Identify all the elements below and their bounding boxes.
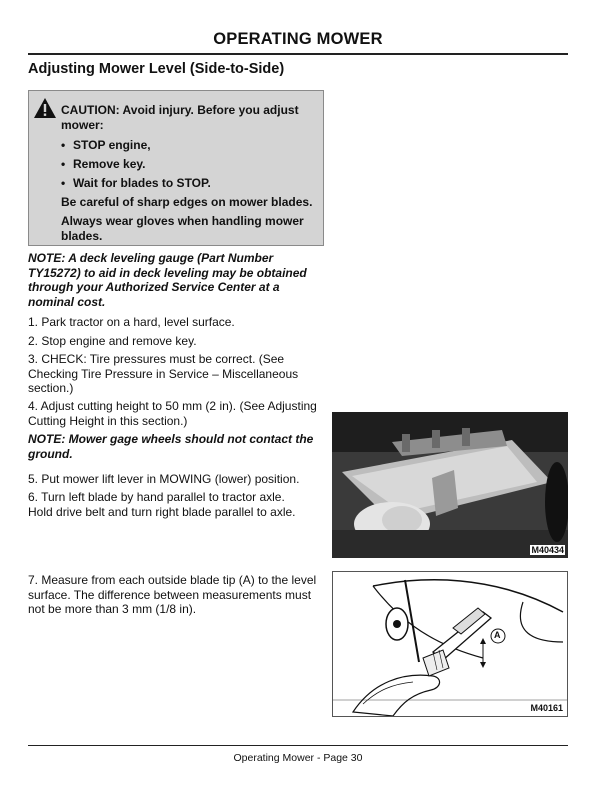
figure-blade-measurement bbox=[332, 571, 568, 717]
note-deck-gauge: NOTE: A deck leveling gauge (Part Number TY15272) to aid in deck leveling may be obtained through your Authorized Service Center at a nominal cost. bbox=[28, 251, 307, 309]
mower-deck-image bbox=[332, 412, 568, 558]
header-divider bbox=[28, 53, 568, 55]
page-header-title: OPERATING MOWER bbox=[213, 30, 383, 48]
caution-box bbox=[28, 90, 324, 246]
caution-bullet: • Remove key. bbox=[61, 157, 146, 171]
note-gage-wheels: NOTE: Mower gage wheels should not contact the ground. bbox=[28, 432, 314, 461]
footer-divider bbox=[28, 745, 568, 746]
figure-label: M40161 bbox=[530, 703, 563, 713]
caution-line: Be careful of sharp edges on mower blades. bbox=[61, 195, 313, 209]
step-4: 4. Adjust cutting height to 50 mm (2 in). (See Adjusting Cutting Height in this section.) bbox=[28, 399, 317, 428]
step-6: 6. Turn left blade by hand parallel to tractor axle. Hold drive belt and turn right blade parallel to axle. bbox=[28, 490, 296, 519]
caution-heading: CAUTION: Avoid injury. Before you adjust mower: bbox=[61, 103, 299, 132]
caution-bullet: • STOP engine, bbox=[61, 138, 151, 152]
warning-triangle-icon bbox=[33, 97, 57, 119]
figure-mower-deck-photo bbox=[332, 412, 568, 558]
step-5: 5. Put mower lift lever in MOWING (lower) position. bbox=[28, 472, 300, 486]
caution-line: Always wear gloves when handling mower blades. bbox=[61, 214, 304, 243]
step-2: 2. Stop engine and remove key. bbox=[28, 334, 197, 348]
callout-a: A bbox=[494, 630, 501, 640]
blade-measurement-illustration bbox=[333, 572, 567, 716]
step-7: 7. Measure from each outside blade tip (A) to the level surface. The difference between measurements must not be more than 3 mm (1/8 in). bbox=[28, 573, 317, 616]
figure-label: M40434 bbox=[531, 545, 564, 555]
step-3: 3. CHECK: Tire pressures must be correct. (See Checking Tire Pressure in Service – Miscellaneous section.) bbox=[28, 352, 299, 395]
caution-bullet: • Wait for blades to STOP. bbox=[61, 176, 211, 190]
page-footer: Operating Mower - Page 30 bbox=[233, 752, 363, 764]
section-title: Adjusting Mower Level (Side-to-Side) bbox=[28, 61, 285, 77]
step-1: 1. Park tractor on a hard, level surface. bbox=[28, 315, 235, 329]
